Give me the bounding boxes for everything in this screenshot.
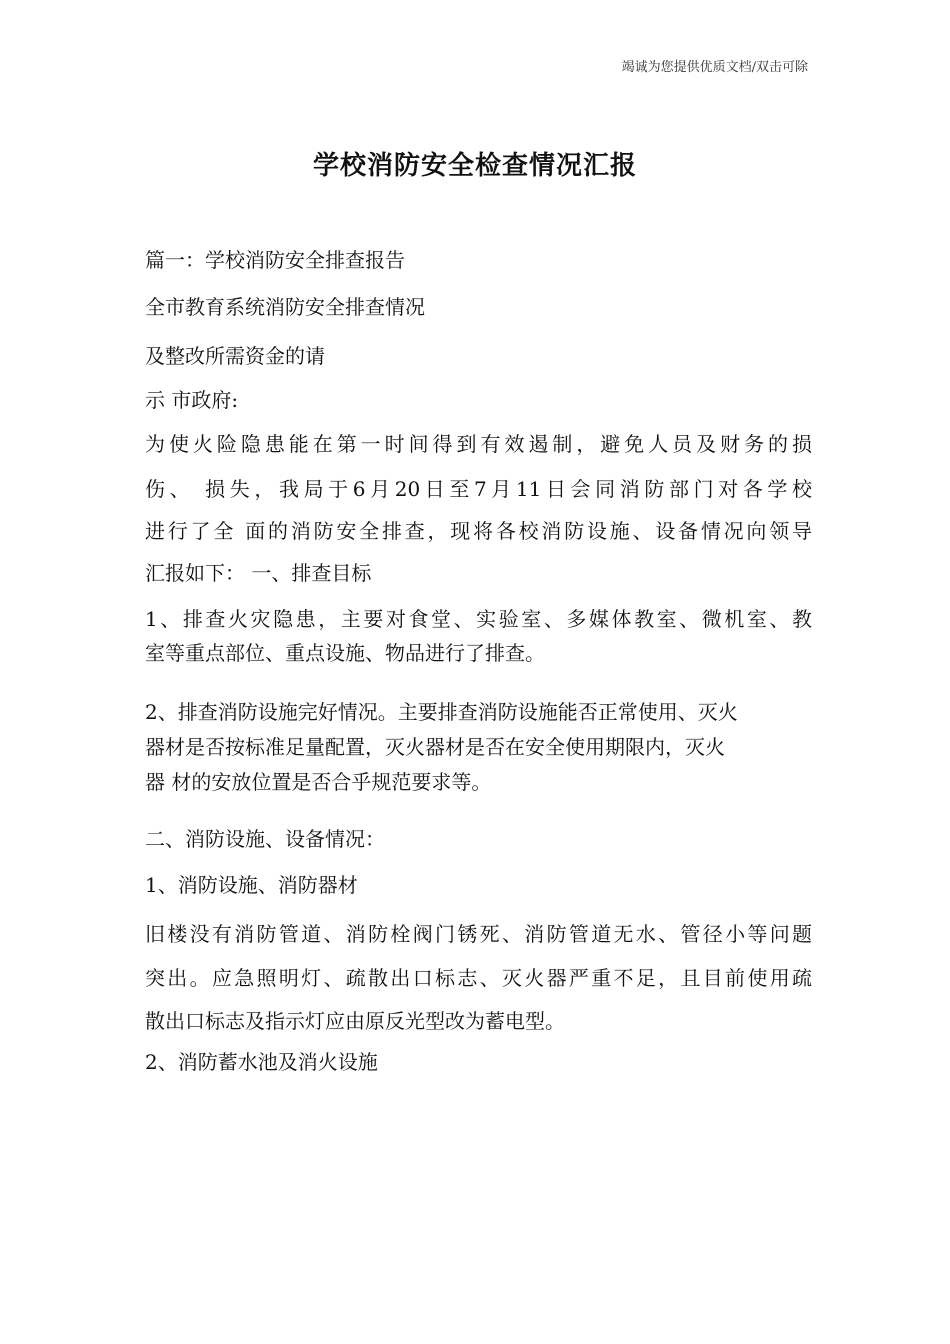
body-line: 器 材的安放位置是否合乎规范要求等。: [145, 770, 492, 794]
body-line: 突出。应急照明灯、疏散出口标志、灭火器严重不足，且目前使用疏: [145, 966, 812, 990]
subsection-heading: 1、消防设施、消防器材: [145, 873, 358, 897]
body-line: 汇报如下： 一、排查目标: [145, 561, 372, 585]
body-line: 旧楼没有消防管道、消防栓阀门锈死、消防管道无水、管径小等问题: [145, 922, 812, 946]
body-line: 及整改所需资金的请: [145, 344, 325, 368]
body-line: 篇一：学校消防安全排查报告: [145, 248, 405, 272]
body-line: 散出口标志及指示灯应由原反光型改为蓄电型。: [145, 1009, 565, 1033]
body-line: 示 市政府:: [145, 388, 239, 412]
body-line: 器材是否按标准足量配置，灭火器材是否在安全使用期限内，灭火: [145, 735, 725, 759]
section-heading: 二、消防设施、设备情况：: [145, 827, 385, 851]
subsection-heading: 2、消防蓄水池及消火设施: [145, 1050, 378, 1074]
body-line: 2、排查消防设施完好情况。主要排查消防设施能否正常使用、灭火: [145, 700, 738, 724]
body-line: 为使火险隐患能在第一时间得到有效遏制，避免人员及财务的损: [145, 432, 812, 456]
body-line: 室等重点部位、重点设施、物品进行了排查。: [145, 641, 545, 665]
body-line: 1、排查火灾隐患，主要对食堂、实验室、多媒体教室、微机室、教: [145, 607, 812, 631]
document-title: 学校消防安全检查情况汇报: [312, 151, 637, 181]
header-note: 竭诚为您提供优质文档/双击可除: [621, 60, 808, 75]
body-line: 伤、 损失，我局于6月20日至7月11日会同消防部门对各学校: [145, 477, 812, 501]
body-line: 全市教育系统消防安全排查情况: [145, 295, 425, 319]
body-line: 进行了全 面的消防安全排查，现将各校消防设施、设备情况向领导: [145, 519, 812, 543]
